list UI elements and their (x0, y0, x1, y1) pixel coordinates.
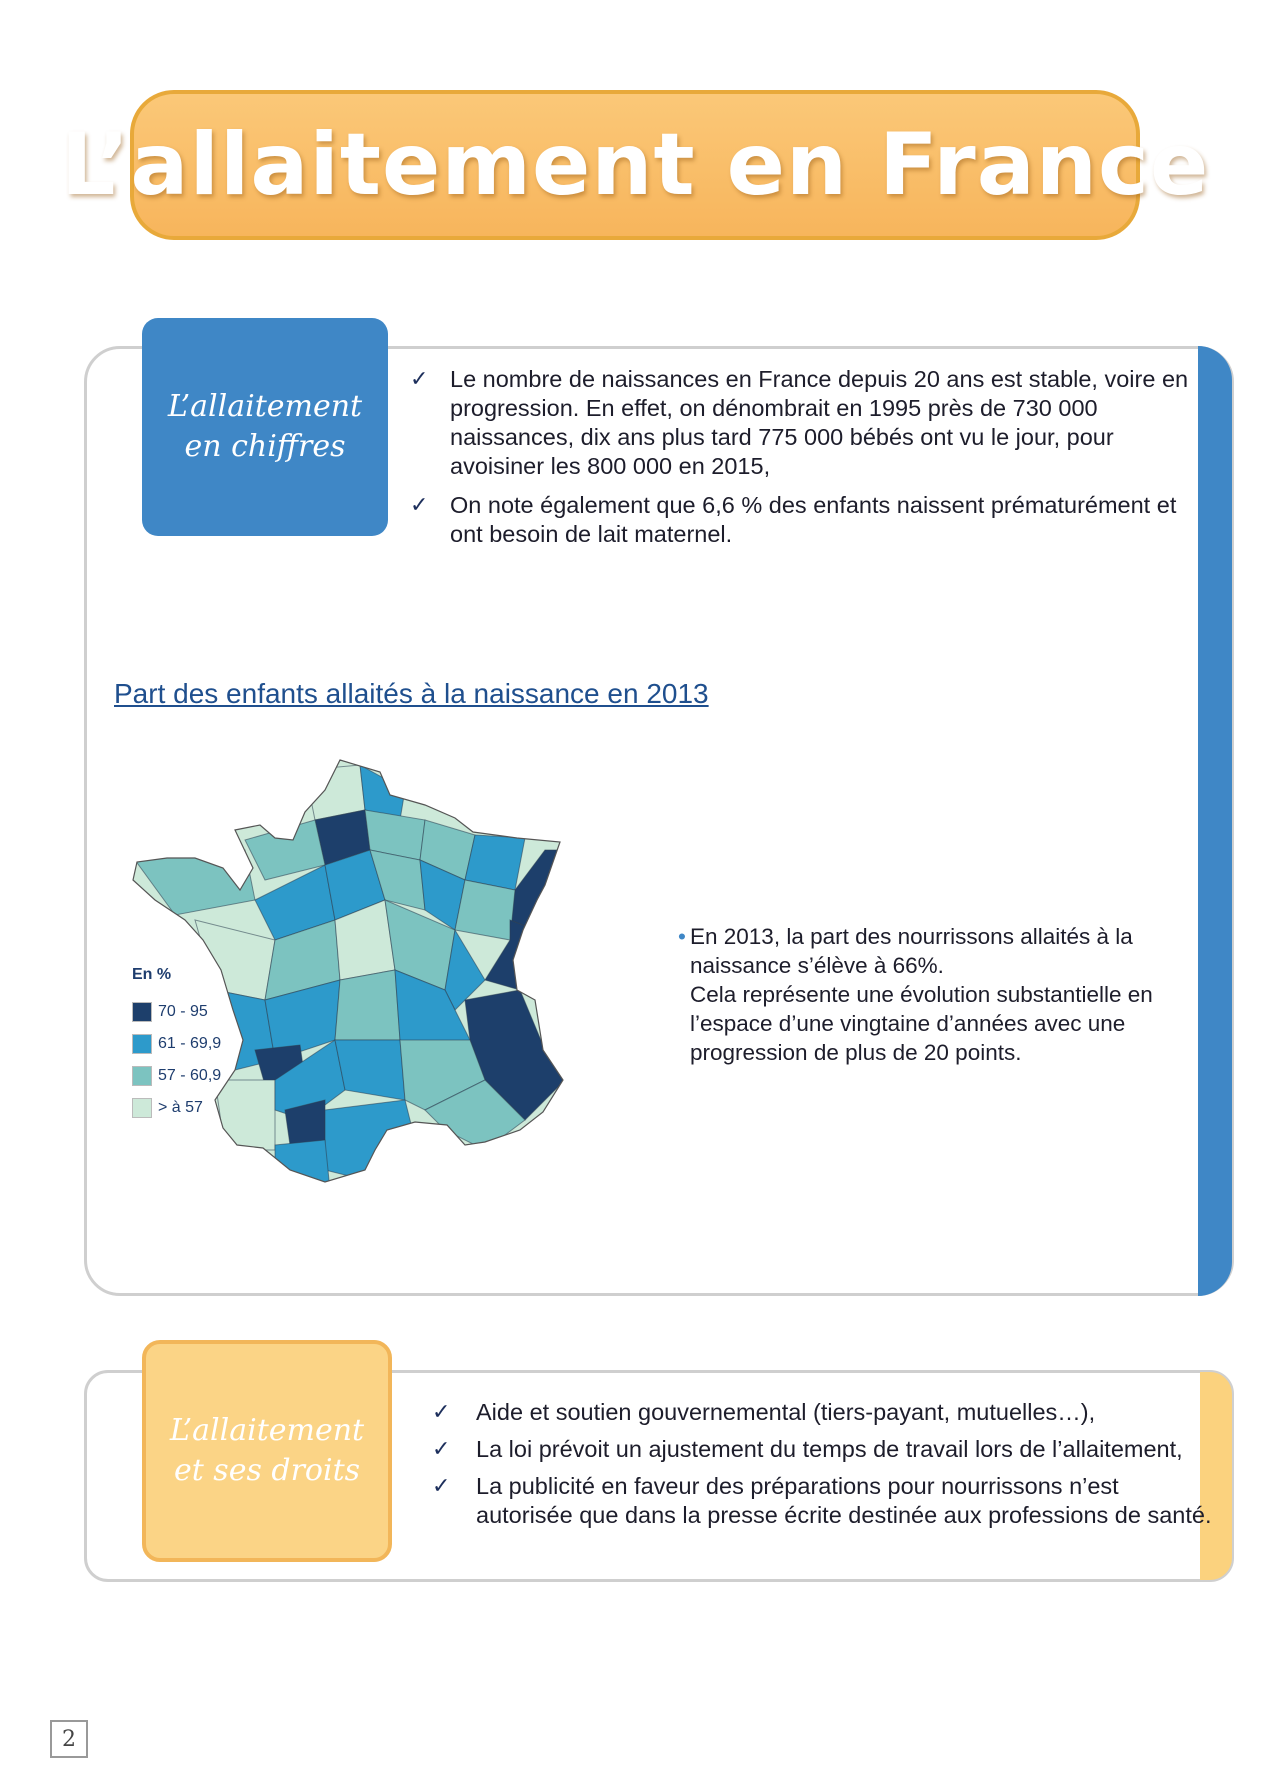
title-banner (60, 90, 1210, 240)
legend-swatch (132, 1098, 152, 1118)
rights-bullet-text: La loi prévoit un ajustement du temps de travail lors de l’allaitement, (476, 1436, 1183, 1462)
bullet-dot-icon: • (678, 924, 686, 949)
stats-panel-accent-bar (1198, 346, 1232, 1296)
stats-badge-text (168, 387, 362, 467)
rights-bullet-item (432, 1472, 1212, 1530)
legend-item (132, 1060, 221, 1092)
legend-swatch (132, 1066, 152, 1086)
stat-paragraph (678, 922, 1170, 1067)
rights-badge-text (170, 1411, 364, 1491)
rights-bullet-text: La publicité en faveur des préparations pour nourrissons n’est autorisée que dans la presse écrite destinée aux professions de santé. (476, 1473, 1212, 1528)
legend-label: 70 - 95 (158, 1003, 208, 1020)
check-icon: ✓ (410, 493, 429, 518)
check-icon: ✓ (432, 1437, 451, 1462)
legend-item (132, 1092, 221, 1124)
stats-bullet-text: On note également que 6,6 % des enfants naissent prématurément et ont besoin de lait maternel. (450, 492, 1177, 547)
page-number: 2 (50, 1720, 88, 1758)
stats-bullet-item (410, 365, 1200, 481)
check-icon: ✓ (432, 1400, 451, 1425)
page-title: L’allaitement en France (60, 115, 1210, 215)
rights-bullet-text: Aide et soutien gouvernemental (tiers-payant, mutuelles…), (476, 1399, 1096, 1425)
legend-swatch (132, 1034, 152, 1054)
stats-bullet-list (410, 365, 1200, 559)
legend-label: 57 - 60,9 (158, 1067, 222, 1084)
rights-badge-line1: L’allaitement (169, 1413, 365, 1448)
stat-line: Cela représente une évolution substantielle en l’espace d’une vingtaine d’années avec une progression de plus de 20 points. (690, 982, 1153, 1065)
legend-item (132, 1028, 221, 1060)
stats-bullet-item (410, 491, 1200, 549)
stats-badge-line1: L’allaitement (167, 389, 363, 424)
stat-line: En 2013, la part des nourrissons allaités à la naissance s’élève à 66%. (690, 924, 1133, 978)
map-legend-title: En % (132, 966, 172, 983)
rights-badge (142, 1340, 392, 1562)
rights-bullet-list (432, 1398, 1212, 1538)
map-title: Part des enfants allaités à la naissance en 2013 (114, 678, 709, 709)
stats-badge (142, 318, 388, 536)
legend-swatch (132, 1002, 152, 1022)
rights-bullet-item (432, 1435, 1212, 1464)
stats-badge-line2: en chiffres (184, 429, 346, 464)
check-icon: ✓ (410, 367, 429, 392)
check-icon: ✓ (432, 1474, 451, 1499)
legend-label: 61 - 69,9 (158, 1035, 222, 1052)
legend-label: > à 57 (158, 1099, 203, 1116)
legend-item (132, 996, 221, 1028)
rights-badge-line2: et ses droits (173, 1453, 361, 1488)
stats-bullet-text: Le nombre de naissances en France depuis 20 ans est stable, voire en progression. En effet, on dénombrait en 1995 près de 730 000 naissances, dix ans plus tard 775 000 bébés ont vu le jour, pour avoisiner les 800 000 en 2015, (450, 366, 1189, 479)
rights-bullet-item (432, 1398, 1212, 1427)
map-legend (132, 966, 221, 1124)
